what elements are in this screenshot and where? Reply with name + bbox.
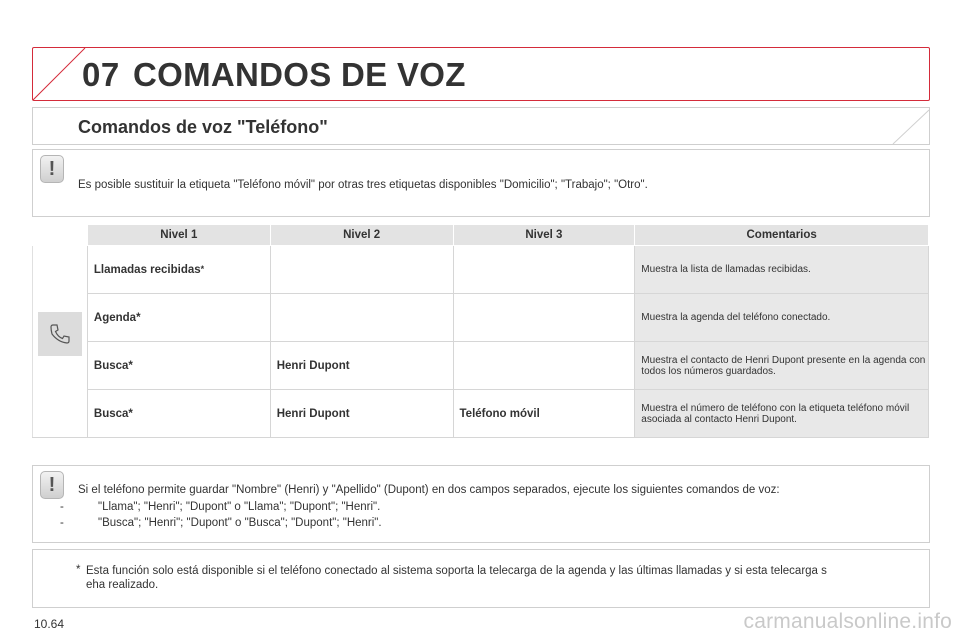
row1-nivel3 (453, 246, 635, 294)
row1-nivel1: Llamadas recibidas* (87, 246, 270, 294)
warning-icon: ! (40, 155, 64, 183)
page-number: 10.64 (34, 617, 65, 631)
row2-nivel2 (270, 294, 453, 342)
table-header-row (33, 225, 929, 246)
watermark: carmanualsonline.info (743, 610, 952, 633)
row3-nivel2: Henri Dupont (270, 342, 453, 390)
row4-nivel1: Busca* (87, 390, 270, 438)
row4-nivel3: Teléfono móvil (453, 390, 635, 438)
note-box-footnote (32, 549, 930, 608)
table-row (33, 294, 929, 342)
table-header-blank (33, 225, 88, 246)
list-item: "Busca"; "Henri"; "Dupont" o "Busca"; "Dupont"; "Henri". (98, 517, 382, 529)
table-row (33, 390, 929, 438)
row3-comment: Muestra el contacto de Henri Dupont presente en la agenda con todos los números guardados. (635, 342, 929, 390)
table-header-nivel2: Nivel 2 (270, 225, 453, 246)
table-header-comentarios: Comentarios (635, 225, 929, 246)
footnote-star: * (76, 564, 81, 576)
table-row (33, 342, 929, 390)
row4-comment: Muestra el número de teléfono con la etiqueta teléfono móvil asociada al contacto Henri Dupont. (635, 390, 929, 438)
warning-icon: ! (40, 471, 64, 499)
phone-icon-cell (33, 246, 88, 438)
section-corner-decoration (889, 108, 929, 144)
footnote-line1: Esta función solo está disponible si el teléfono conectado al sistema soporta la telecarga de la agenda y las últimas llamadas y si esta telecarga s (86, 565, 827, 577)
row3-nivel3 (453, 342, 635, 390)
row2-comment: Muestra la agenda del teléfono conectado. (635, 294, 929, 342)
chapter-number: 07 (82, 56, 120, 93)
footnote-line2: eha realizado. (86, 579, 159, 591)
table-row (33, 246, 929, 294)
note-label-text: Es posible sustituir la etiqueta "Teléfono móvil" por otras tres etiquetas disponibles "Domicilio"; "Trabajo"; "Otro". (78, 179, 648, 191)
row3-nivel1: Busca* (87, 342, 270, 390)
voice-commands-table (32, 224, 929, 438)
row2-nivel1: Agenda* (87, 294, 270, 342)
row4-nivel2: Henri Dupont (270, 390, 453, 438)
chapter-title: COMANDOS DE VOZ (133, 56, 466, 93)
list-item: "Llama"; "Henri"; "Dupont" o "Llama"; "Dupont"; "Henri". (98, 501, 381, 513)
row1-comment: Muestra la lista de llamadas recibidas. (635, 246, 929, 294)
row1-nivel2 (270, 246, 453, 294)
phone-icon (38, 312, 82, 356)
list-dash: - (60, 517, 64, 529)
note-name-fields-intro: Si el teléfono permite guardar "Nombre" (Henri) y "Apellido" (Dupont) en dos campos separados, ejecute los siguientes comandos de voz: (78, 484, 780, 496)
list-dash: - (60, 501, 64, 513)
table-header-nivel3: Nivel 3 (453, 225, 635, 246)
table-header-nivel1: Nivel 1 (87, 225, 270, 246)
section-title: Comandos de voz "Teléfono" (78, 117, 328, 137)
row2-nivel3 (453, 294, 635, 342)
